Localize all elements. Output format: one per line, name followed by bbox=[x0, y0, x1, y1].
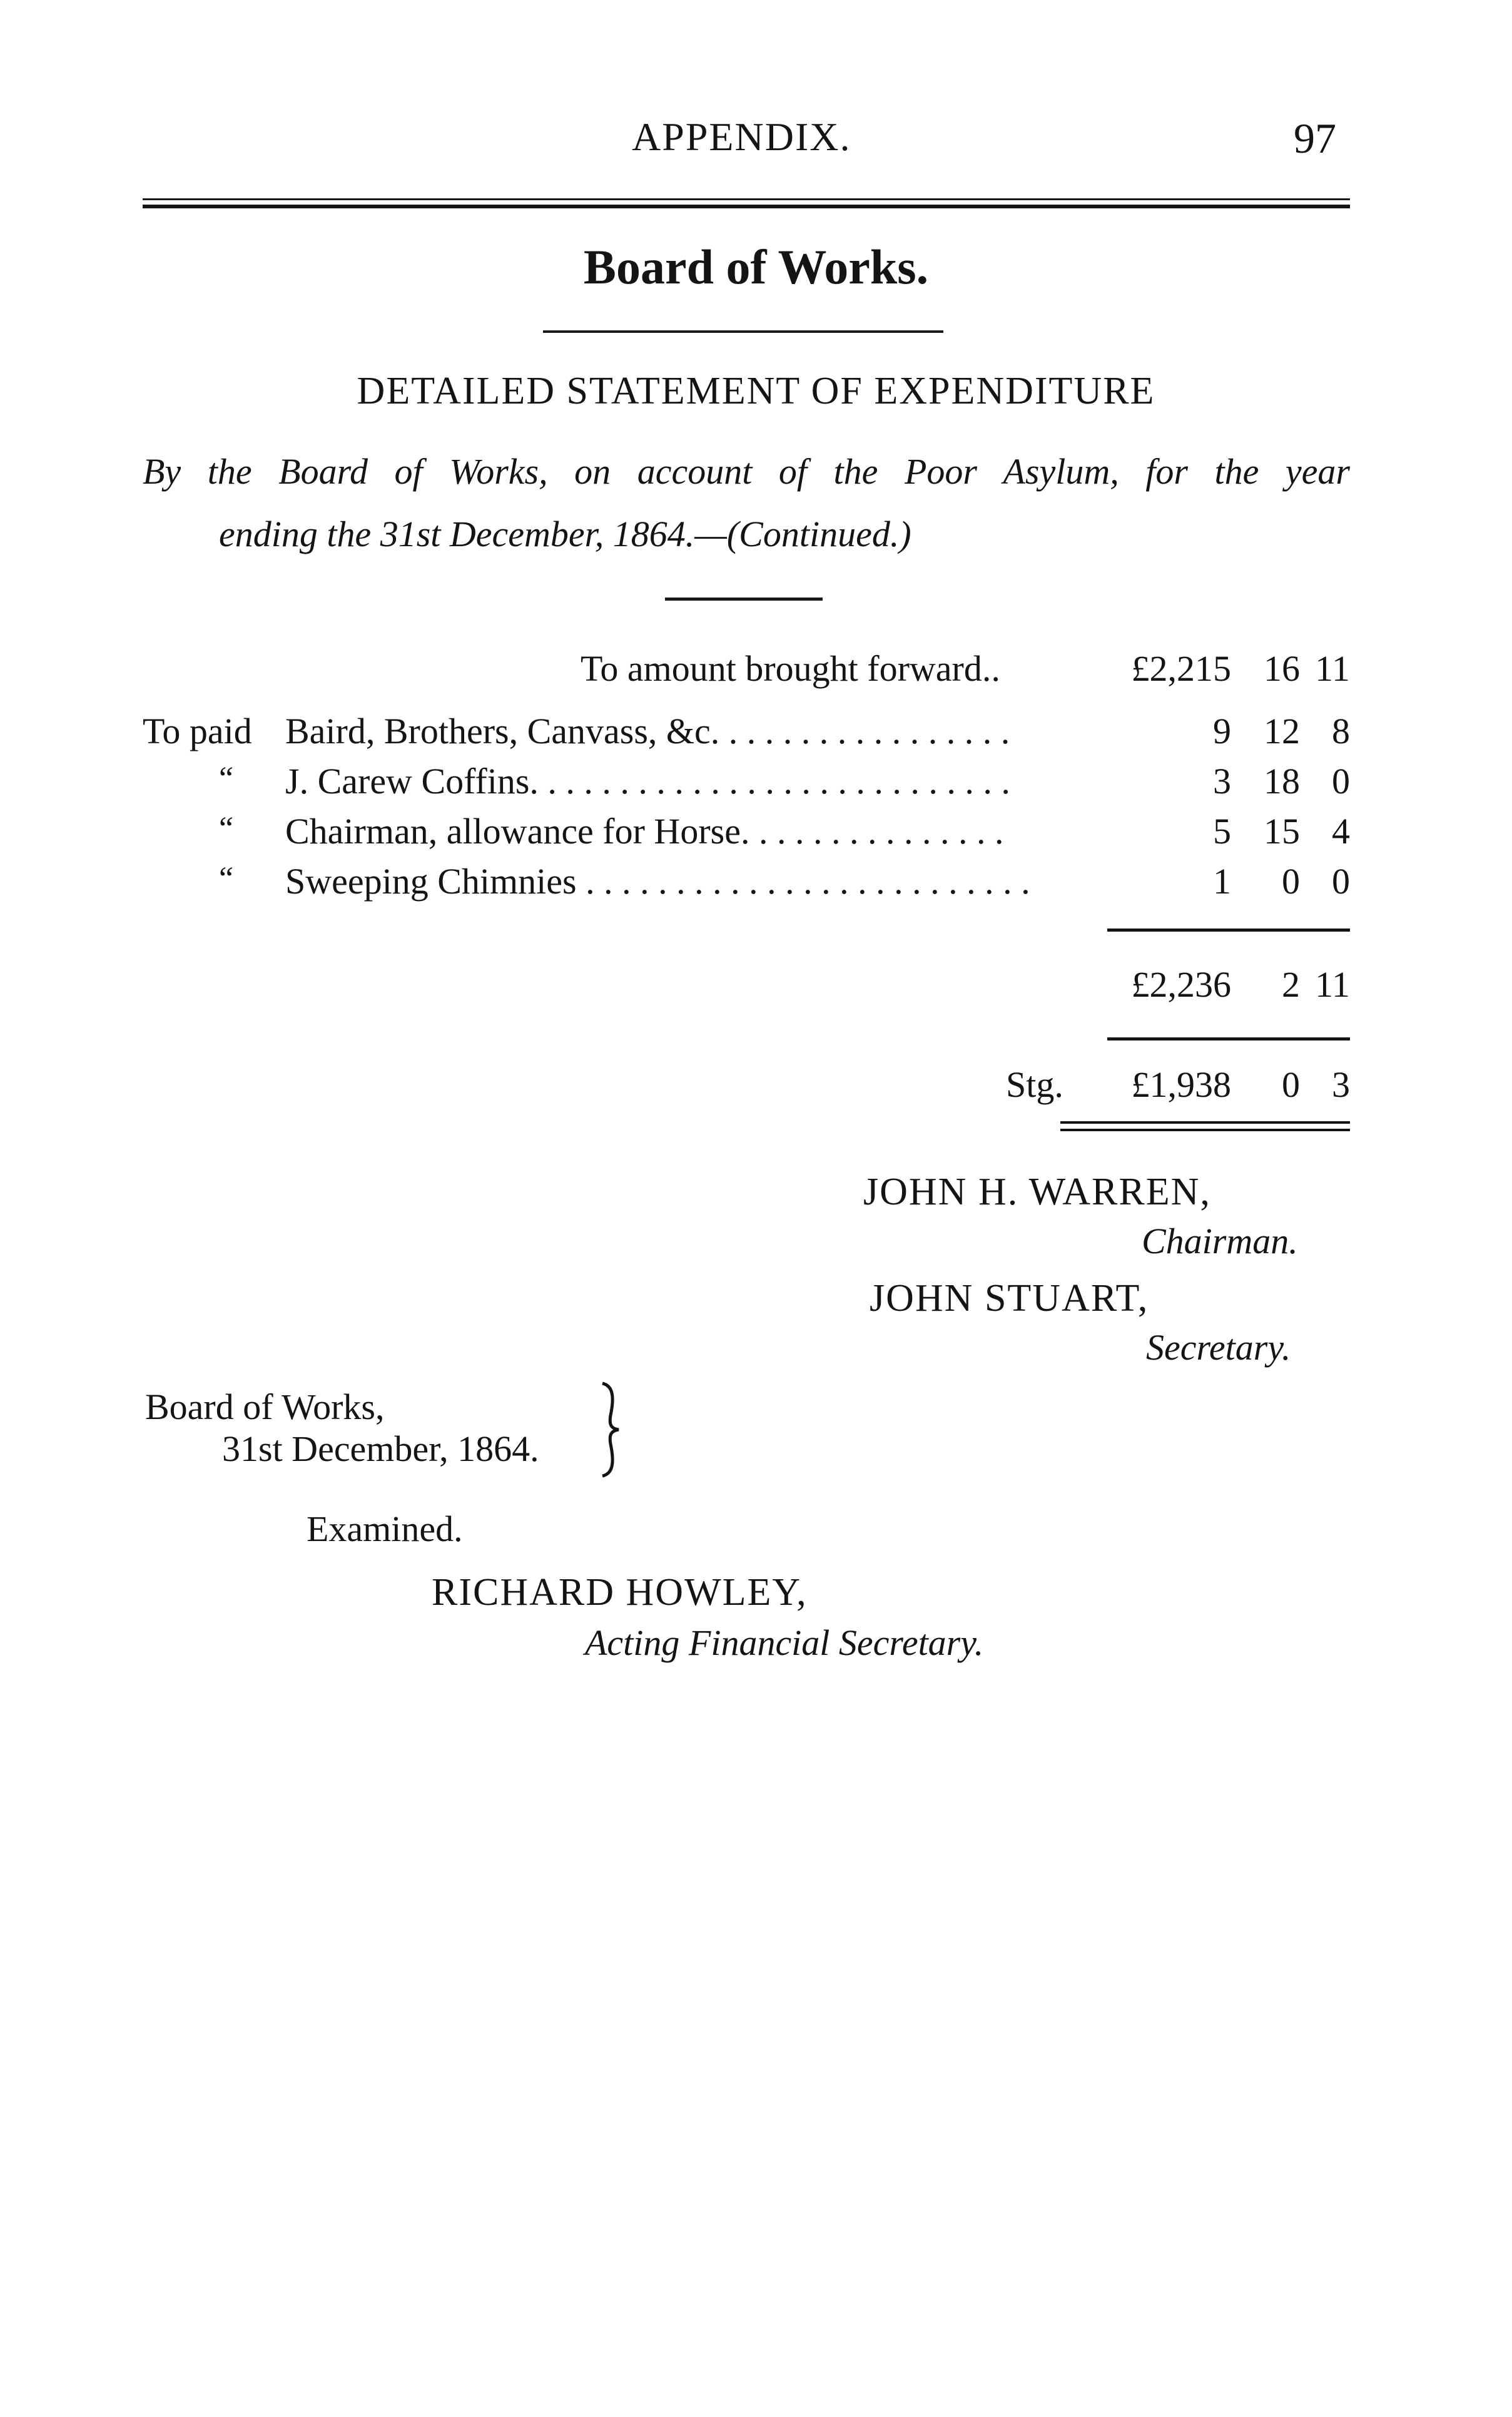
pounds-cell: 5 bbox=[1213, 811, 1231, 852]
pounds-cell: 9 bbox=[1213, 711, 1231, 751]
place-line: Board of Works, bbox=[145, 1387, 385, 1427]
ditto-mark: “ bbox=[219, 861, 234, 897]
shillings-cell: 0 bbox=[1282, 861, 1300, 902]
shillings-cell: 16 bbox=[1264, 648, 1300, 689]
pence-cell: 0 bbox=[1332, 761, 1350, 801]
sterling-label: Stg. bbox=[1006, 1064, 1063, 1105]
sterling-pence: 3 bbox=[1332, 1064, 1350, 1105]
ledger-row-brought-forward bbox=[143, 648, 1350, 700]
examiner-title: Acting Financial Secretary. bbox=[585, 1622, 984, 1663]
page-number: 97 bbox=[1294, 114, 1336, 162]
statement-title: DETAILED STATEMENT OF EXPENDITURE bbox=[357, 370, 1155, 412]
signatory-title: Chairman. bbox=[1142, 1221, 1298, 1261]
item-label: Sweeping Chimnies . . . . . . . . . . . . . . . . . . . . . . . . . bbox=[285, 861, 1030, 902]
sum-rule bbox=[1107, 929, 1350, 932]
item-label: Baird, Brothers, Canvass, &c. . . . . . . . . . . . . . . . . bbox=[285, 711, 1010, 751]
sterling-shillings: 0 bbox=[1282, 1064, 1300, 1105]
shillings-cell: 18 bbox=[1264, 761, 1300, 801]
pence-cell: 11 bbox=[1315, 648, 1350, 689]
header-rule bbox=[143, 198, 1350, 200]
shillings-cell: 15 bbox=[1264, 811, 1300, 852]
double-rule bbox=[1060, 1121, 1350, 1124]
subtitle-rule bbox=[665, 598, 823, 601]
pounds-cell: 3 bbox=[1213, 761, 1231, 801]
ditto-mark: “ bbox=[219, 811, 234, 847]
double-rule bbox=[1060, 1129, 1350, 1131]
ledger-row bbox=[143, 760, 1350, 813]
total-pence: 11 bbox=[1315, 964, 1350, 1005]
ledger-row bbox=[143, 810, 1350, 863]
pounds-cell: 1 bbox=[1213, 861, 1231, 902]
total-shillings: 2 bbox=[1282, 964, 1300, 1005]
ledger-row-sterling bbox=[143, 1064, 1350, 1116]
shillings-cell: 12 bbox=[1264, 711, 1300, 751]
signatory-name: JOHN H. WARREN, bbox=[863, 1171, 1211, 1213]
title-rule bbox=[543, 330, 943, 333]
pence-cell: 4 bbox=[1332, 811, 1350, 852]
pounds-cell: £2,215 bbox=[1131, 648, 1231, 689]
brought-forward-label: To amount brought forward.. bbox=[581, 648, 1000, 689]
item-prefix: To paid bbox=[143, 711, 252, 751]
signatory-title: Secretary. bbox=[1146, 1327, 1291, 1368]
item-label: Chairman, allowance for Horse. . . . . . . . . . . . . . . bbox=[285, 811, 1004, 852]
running-head: APPENDIX. bbox=[632, 114, 851, 159]
item-label: J. Carew Coffins. . . . . . . . . . . . . . . . . . . . . . . . . . . bbox=[285, 761, 1010, 801]
brace-icon bbox=[597, 1380, 622, 1480]
statement-subtitle-line-1: By the Board of Works, on account of the Poor Asylum, for the year bbox=[143, 451, 1350, 492]
pence-cell: 0 bbox=[1332, 861, 1350, 902]
sterling-pounds: £1,938 bbox=[1131, 1064, 1231, 1105]
ledger-row-total bbox=[143, 964, 1350, 1016]
ledger-row bbox=[143, 710, 1350, 763]
section-title: Board of Works. bbox=[583, 240, 929, 294]
ledger-row bbox=[143, 860, 1350, 913]
statement-subtitle-line-2: ending the 31st December, 1864.—(Continued.) bbox=[219, 514, 911, 554]
examiner-name: RICHARD HOWLEY, bbox=[432, 1571, 808, 1614]
date-line: 31st December, 1864. bbox=[222, 1428, 539, 1469]
header-rule-thick bbox=[143, 205, 1350, 208]
examined-label: Examined. bbox=[307, 1509, 463, 1549]
pence-cell: 8 bbox=[1332, 711, 1350, 751]
ditto-mark: “ bbox=[219, 761, 234, 796]
total-pounds: £2,236 bbox=[1131, 964, 1231, 1005]
sum-rule bbox=[1107, 1037, 1350, 1041]
signatory-name: JOHN STUART, bbox=[870, 1277, 1149, 1320]
